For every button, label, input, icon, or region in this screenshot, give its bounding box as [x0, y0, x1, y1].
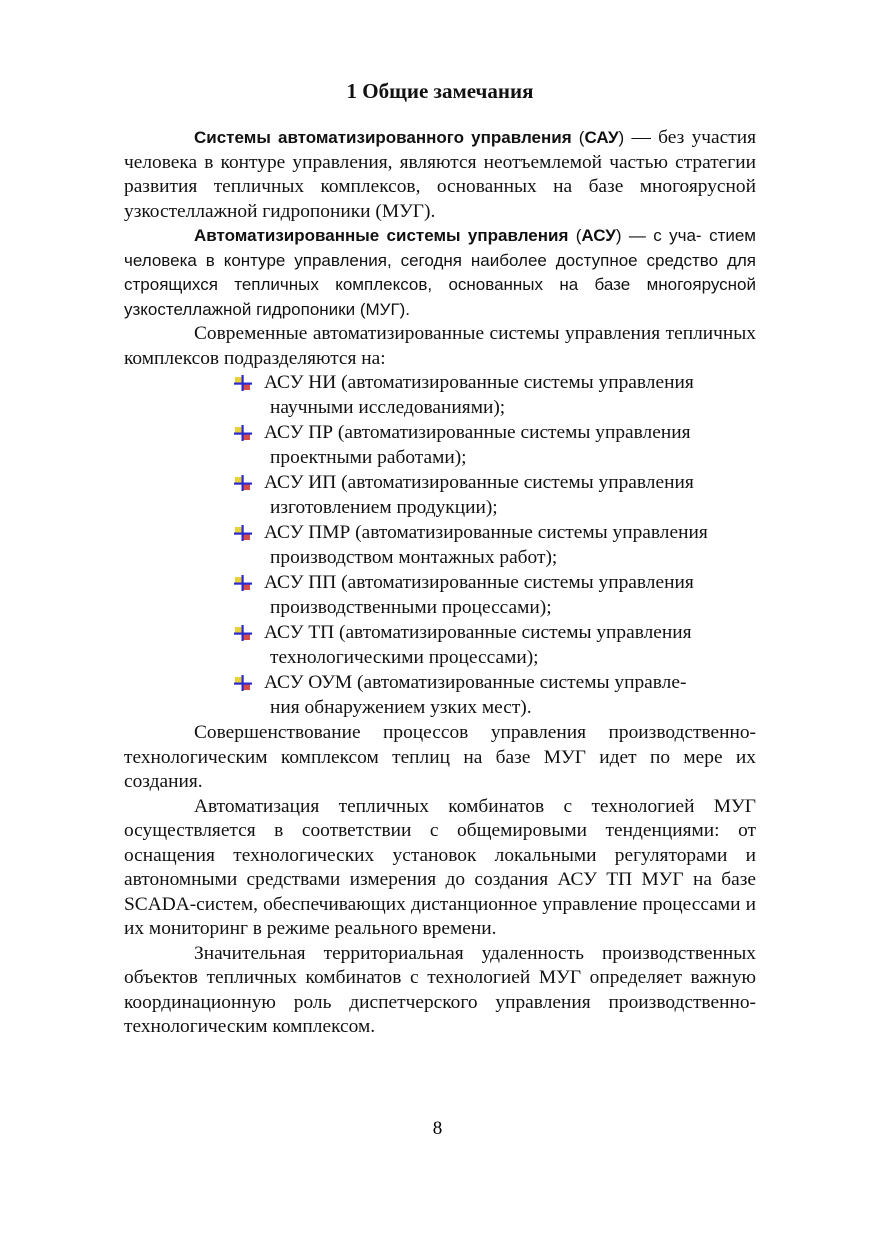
list-item-continuation: научными исследованиями); — [270, 396, 506, 418]
list-item — [234, 521, 756, 570]
list-item — [234, 371, 756, 420]
list-item-text: АСУ НИ (автоматизированные системы управления — [264, 372, 694, 393]
paragraph-sau: Системы автоматизированного управления (САУ) — без участия человека в контуре управления, являются неотъемлемой частью стратегии развития тепличных комплексов, основанных на базе многоярусной узкостеллажной гидропоники (МУГ). — [124, 127, 756, 222]
list-item-text: АСУ ТП (автоматизированные системы управления — [264, 622, 692, 643]
document-page — [124, 78, 756, 1040]
page-number: 8 — [432, 1118, 443, 1139]
list-item — [234, 621, 756, 670]
term-asu: Автоматизированные системы управления — [194, 226, 569, 245]
list-item-continuation: проектными работами); — [270, 446, 467, 468]
plus-bullet-icon — [234, 525, 252, 541]
paragraph-intro-list: Современные автоматизированные системы управления тепличных комплексов подразделяются на: — [124, 323, 756, 369]
paragraph-automation: Автоматизация тепличных комбинатов с технологией МУГ осуществляется в соответствии с общемировыми тенденциями: от оснащения технологических установок локальными регуляторами и автономными средствами измерения до создания АСУ ТП МУГ на базе SCADA-систем, обеспечивающих дистанционное управление процессами и их мониторинг в режиме реального времени. — [124, 795, 756, 939]
plus-bullet-icon — [234, 675, 252, 691]
plus-bullet-icon — [234, 375, 252, 391]
term-sau: Системы автоматизированного управления — [194, 128, 572, 147]
list-item-continuation: изготовлением продукции); — [270, 496, 498, 518]
list-item-text: АСУ ПР (автоматизированные системы управления — [264, 422, 691, 443]
list-item-text: АСУ ИП (автоматизированные системы управления — [264, 472, 694, 493]
paragraph-asu: Автоматизированные системы управления (АСУ) — с уча- стием человека в контуре управления, сегодня наиболее доступное средство для строящихся тепличных комплексов, основанных на базе многоярусной узкостеллажной гидропоники (МУГ). — [124, 226, 756, 319]
list-item-text: АСУ ПП (автоматизированные системы управления — [264, 572, 694, 593]
paragraph-improvement: Совершенствование процессов управления производственно-технологическим комплексом теплиц на базе МУГ идет по мере их создания. — [124, 722, 756, 792]
list-item — [234, 571, 756, 620]
asu-types-list — [124, 371, 756, 720]
list-item — [234, 671, 756, 720]
list-item-continuation: технологическими процессами); — [270, 646, 539, 668]
list-item — [234, 421, 756, 470]
list-item — [234, 471, 756, 520]
plus-bullet-icon — [234, 575, 252, 591]
list-item-continuation: производственными процессами); — [270, 596, 552, 618]
list-item-text: АСУ ПМР (автоматизированные системы управления — [264, 522, 708, 543]
list-item-text: АСУ ОУМ (автоматизированные системы управле- — [264, 672, 687, 693]
paragraph-remoteness: Значительная территориальная удаленность производственных объектов тепличных комбинатов с технологией МУГ определяет важную координационную роль диспетчерского управления производственно-технологическим комплексом. — [124, 942, 756, 1037]
plus-bullet-icon — [234, 625, 252, 641]
plus-bullet-icon — [234, 425, 252, 441]
list-item-continuation: ния обнаружением узких мест). — [270, 696, 532, 718]
abbr-sau: САУ — [584, 128, 619, 147]
list-item-continuation: производством монтажных работ); — [270, 546, 558, 568]
plus-bullet-icon — [234, 475, 252, 491]
section-heading: 1 Общие замечания — [346, 79, 534, 103]
paragraph-sau-text: участия человека в контуре управления, являются неотъемлемой частью стратегии развития тепличных комплексов, основанных на базе многоярусной узкостеллажной гидропоники (МУГ). — [124, 127, 756, 222]
paragraph-asu-text: стием человека в контуре управления, сегодня наиболее доступное средство для строящихся тепличных комплексов, основанных на базе многоярусной узкостеллажной гидропоники (МУГ). — [124, 226, 756, 319]
abbr-asu: АСУ — [581, 226, 616, 245]
